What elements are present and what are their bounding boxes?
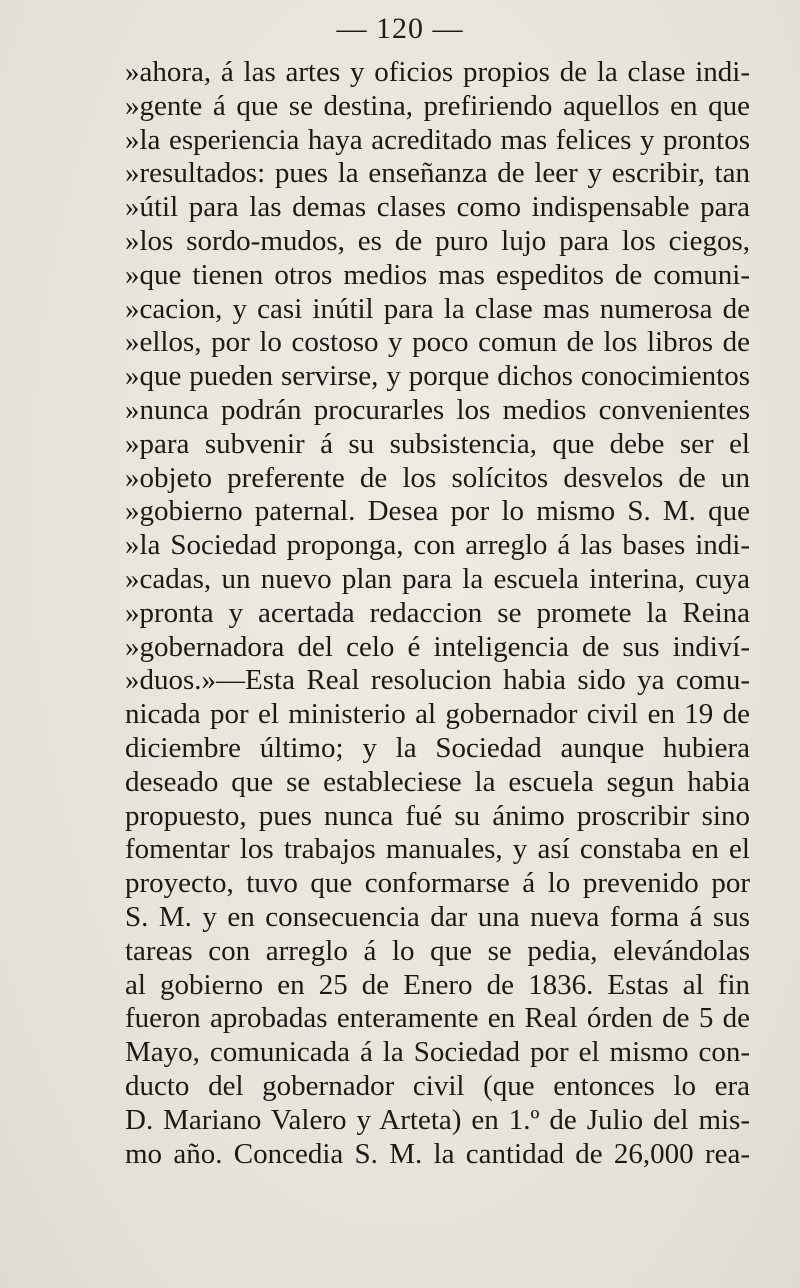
body-text [125,56,750,1171]
text-line: »objeto preferente de los solícitos desvelos de un [125,461,750,494]
text-line: »nunca podrán procurarles los medios convenientes [125,393,750,426]
text-line: »útil para las demas clases como indispensable para [125,191,750,224]
text-line: »los sordo-mudos, es de puro lujo para los ciegos, [125,224,750,257]
text-line: propuesto, pues nunca fué su ánimo proscribir sino [125,799,750,832]
text-line: »duos.»—Esta Real resolucion habia sido ya comu- [125,664,750,697]
text-line: ducto del gobernador civil (que entonces lo era [125,1069,750,1102]
text-line: proyecto, tuvo que conformarse á lo prevenido por [125,867,750,900]
text-line: al gobierno en 25 de Enero de 1836. Estas al fin [125,968,750,1001]
text-line: »ahora, á las artes y oficios propios de la clase indi- [125,56,750,88]
text-line: diciembre último; y la Sociedad aunque hubiera [125,731,750,764]
text-line: »gente á que se destina, prefiriendo aquellos en que [125,89,750,122]
text-line: »gobierno paternal. Desea por lo mismo S. M. que [125,495,750,528]
text-line: »para subvenir á su subsistencia, que debe ser el [125,427,750,460]
text-line: fomentar los trabajos manuales, y así constaba en el [125,833,750,866]
text-line: Mayo, comunicada á la Sociedad por el mismo con- [125,1036,750,1069]
text-line: »que pueden servirse, y porque dichos conocimientos [125,360,750,393]
text-line: »ellos, por lo costoso y poco comun de los libros de [125,326,750,359]
text-line: »resultados: pues la enseñanza de leer y escribir, tan [125,157,750,190]
text-line: D. Mariano Valero y Arteta) en 1.º de Julio del mis- [125,1103,750,1136]
page-number-header: — 120 — [336,12,464,45]
text-line: deseado que se estableciese la escuela segun habia [125,765,750,798]
text-line: »la Sociedad proponga, con arreglo á las bases indi- [125,529,750,562]
text-line: »que tienen otros medios mas espeditos de comuni- [125,258,750,291]
text-line: »gobernadora del celo é inteligencia de sus indiví- [125,630,750,663]
text-line: »cacion, y casi inútil para la clase mas numerosa de [125,292,750,325]
text-line: tareas con arreglo á lo que se pedia, elevándolas [125,934,750,967]
text-line: S. M. y en consecuencia dar una nueva forma á sus [125,900,750,933]
text-line: »pronta y acertada redaccion se promete la Reina [125,596,750,629]
text-line: »la esperiencia haya acreditado mas felices y prontos [125,123,750,156]
text-line: fueron aprobadas enteramente en Real órden de 5 de [125,1002,750,1035]
text-line: nicada por el ministerio al gobernador civil en 19 de [125,698,750,731]
text-line: mo año. Concedia S. M. la cantidad de 26,000 rea- [125,1137,750,1170]
text-line: »cadas, un nuevo plan para la escuela interina, cuya [125,562,750,595]
